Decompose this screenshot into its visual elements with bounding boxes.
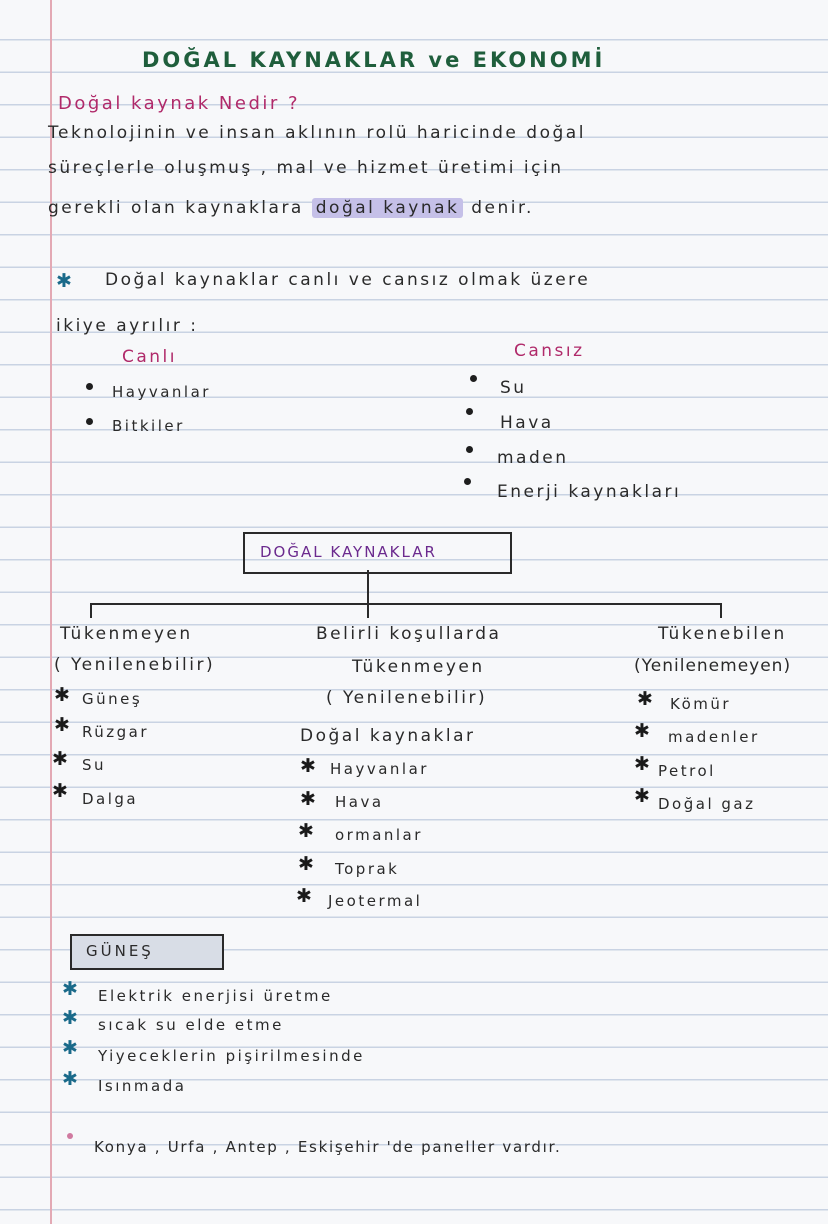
star-icon: ✱ bbox=[298, 853, 314, 875]
bullet-icon bbox=[466, 446, 473, 453]
bullet-icon bbox=[466, 408, 473, 415]
star-icon: ✱ bbox=[62, 1007, 78, 1029]
star-icon: ✱ bbox=[634, 753, 650, 775]
bullet-icon bbox=[470, 375, 477, 382]
cansiz-heading: Cansız bbox=[514, 341, 585, 361]
star-icon: ✱ bbox=[56, 270, 72, 292]
right-item: Kömür bbox=[670, 695, 732, 713]
star-icon: ✱ bbox=[296, 885, 312, 907]
star-icon: ✱ bbox=[634, 720, 650, 742]
star-icon: ✱ bbox=[52, 780, 68, 802]
classification-line-2: ikiye ayrılır : bbox=[56, 316, 199, 336]
right-item: madenler bbox=[668, 728, 760, 746]
star-icon: ✱ bbox=[52, 748, 68, 770]
canli-item: Bitkiler bbox=[112, 417, 185, 435]
middle-item: Hayvanlar bbox=[330, 760, 429, 778]
definition-line-2: süreçlerle oluşmuş , mal ve hizmet üretimi için bbox=[48, 158, 564, 178]
gunes-item: sıcak su elde etme bbox=[98, 1016, 284, 1034]
star-icon: ✱ bbox=[634, 785, 650, 807]
middle-group-label: Doğal kaynaklar bbox=[300, 726, 476, 746]
middle-subheading-2: ( Yenilenebilir) bbox=[326, 688, 488, 708]
star-icon: ✱ bbox=[300, 755, 316, 777]
gunes-item: Isınmada bbox=[98, 1077, 187, 1095]
definition-line-1: Teknolojinin ve insan aklının rolü haricinde doğal bbox=[48, 123, 586, 143]
star-icon: ✱ bbox=[54, 714, 70, 736]
middle-item: Toprak bbox=[335, 860, 400, 878]
middle-subheading: Tükenmeyen bbox=[352, 657, 485, 677]
classification-line-1: Doğal kaynaklar canlı ve cansız olmak üzere bbox=[105, 270, 591, 290]
middle-item: Hava bbox=[335, 793, 384, 811]
middle-heading: Belirli koşullarda bbox=[316, 624, 502, 644]
canli-heading: Canlı bbox=[122, 347, 178, 367]
right-item: Doğal gaz bbox=[658, 795, 756, 813]
gunes-note: Konya , Urfa , Antep , Eskişehir 'de paneller vardır. bbox=[94, 1138, 562, 1156]
section-question: Doğal kaynak Nedir ? bbox=[58, 93, 301, 114]
right-heading: Tükenebilen bbox=[658, 624, 787, 644]
cansiz-item: maden bbox=[497, 448, 569, 468]
star-icon: ✱ bbox=[54, 684, 70, 706]
gunes-label: GÜNEŞ bbox=[86, 942, 154, 960]
canli-item: Hayvanlar bbox=[112, 383, 211, 401]
page-title: DOĞAL KAYNAKLAR ve EKONOMİ bbox=[142, 48, 606, 72]
left-subheading: ( Yenilenebilir) bbox=[54, 655, 216, 675]
right-subheading: (Yenilenemeyen) bbox=[634, 656, 792, 676]
cansiz-item: Hava bbox=[500, 413, 554, 433]
gunes-item: Elektrik enerjisi üretme bbox=[98, 987, 333, 1005]
middle-item: ormanlar bbox=[335, 826, 423, 844]
star-icon: ✱ bbox=[300, 788, 316, 810]
left-item: Rüzgar bbox=[82, 723, 150, 741]
star-icon: ✱ bbox=[62, 1037, 78, 1059]
bullet-icon bbox=[464, 478, 471, 485]
bullet-icon bbox=[67, 1133, 73, 1139]
definition-highlight: doğal kaynak bbox=[312, 198, 464, 218]
definition-line-3 bbox=[48, 200, 534, 217]
left-item: Su bbox=[82, 756, 107, 774]
star-icon: ✱ bbox=[62, 1068, 78, 1090]
bullet-icon bbox=[86, 418, 93, 425]
left-item: Dalga bbox=[82, 790, 139, 808]
cansiz-item: Enerji kaynakları bbox=[497, 482, 682, 502]
definition-line-3-pre: gerekli olan kaynaklara bbox=[48, 198, 304, 218]
middle-item: Jeotermal bbox=[328, 892, 423, 910]
left-heading: Tükenmeyen bbox=[60, 624, 193, 644]
definition-line-3-post: denir. bbox=[471, 198, 534, 218]
left-item: Güneş bbox=[82, 690, 143, 708]
star-icon: ✱ bbox=[637, 688, 653, 710]
star-icon: ✱ bbox=[62, 978, 78, 1000]
cansiz-item: Su bbox=[500, 378, 527, 398]
star-icon: ✱ bbox=[298, 820, 314, 842]
gunes-item: Yiyeceklerin pişirilmesinde bbox=[98, 1047, 365, 1065]
right-item: Petrol bbox=[658, 762, 716, 780]
tree-root-label: DOĞAL KAYNAKLAR bbox=[260, 543, 437, 561]
notebook-margin-line bbox=[50, 0, 52, 1224]
bullet-icon bbox=[86, 383, 93, 390]
